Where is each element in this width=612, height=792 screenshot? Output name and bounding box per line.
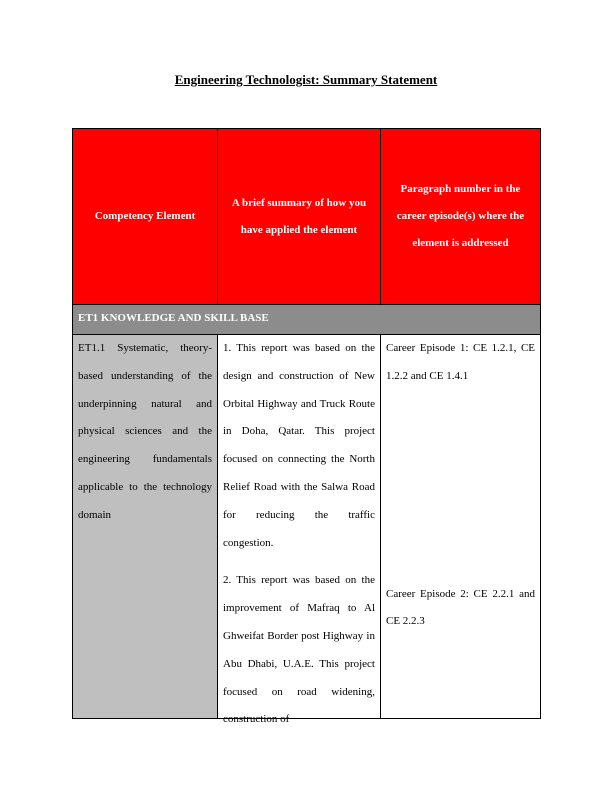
episode-reference-2: Career Episode 2: CE 2.2.1 and CE 2.2.3 — [386, 587, 535, 628]
page-title: Engineering Technologist: Summary Statement — [174, 72, 438, 87]
summary-paragraph-1: 1. This report was based on the design and construction of New Orbital Highway and Truck Route in Doha, Qatar. This project focused on connecting the North Relief Road with the Salwa Road for reducing the traffic congestion. — [223, 342, 375, 549]
header-competency-element: Competency Element — [73, 129, 218, 305]
element-text: ET1.1 Systematic, theory-based understanding of the underpinning natural and physical sciences and the engineering fundamentals applicable to the technology domain — [78, 342, 212, 521]
summary-cell — [218, 335, 381, 726]
header-paragraph-number: Paragraph number in the career episode(s) where the element is addressed — [381, 129, 540, 305]
header-summary: A brief summary of how you have applied the element — [218, 129, 381, 305]
competency-element-cell — [73, 335, 218, 718]
summary-table — [72, 128, 541, 726]
section-heading: ET1 KNOWLEDGE AND SKILL BASE — [73, 305, 540, 335]
episode-reference-1: Career Episode 1: CE 1.2.1, CE 1.2.2 and CE 1.4.1 — [386, 342, 535, 382]
episode-reference-cell — [381, 335, 540, 718]
summary-paragraph-2: 2. This report was based on the improvement of Mafraq to Al Ghweifat Border post Highway in Abu Dhabi, U.A.E. This project focused on road widening, construction of — [223, 574, 375, 726]
